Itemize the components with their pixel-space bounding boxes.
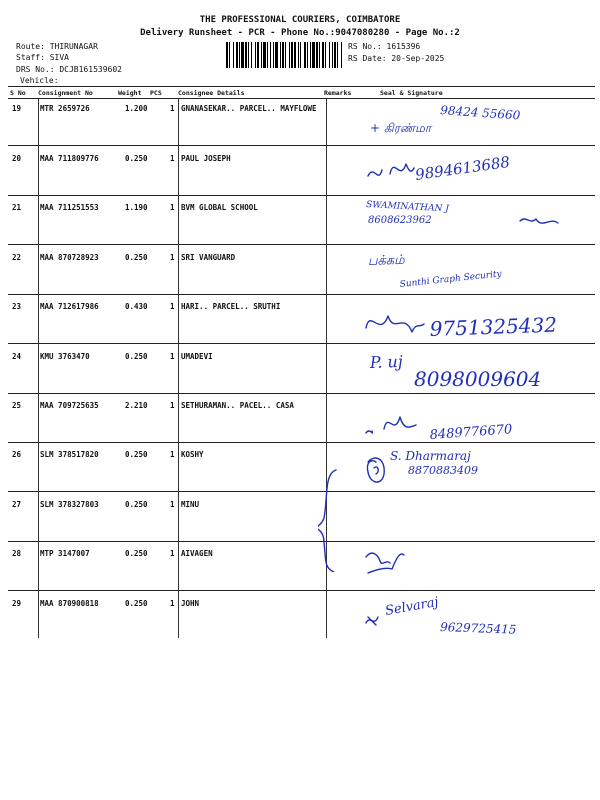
row-separator bbox=[8, 541, 595, 542]
barcode-bar bbox=[280, 42, 281, 68]
row-sno: 22 bbox=[12, 253, 22, 262]
barcode-bar bbox=[289, 42, 290, 68]
handwritten-note: SWAMINATHAN J bbox=[365, 200, 450, 215]
row-pcs: 1 bbox=[170, 401, 175, 410]
barcode-bar bbox=[229, 42, 230, 68]
row-pcs: 1 bbox=[170, 599, 175, 608]
col-details: Consignee Details bbox=[178, 89, 245, 97]
barcode-bar bbox=[310, 42, 311, 68]
row-consignee: JOHN bbox=[181, 599, 200, 608]
barcode-bar bbox=[334, 42, 336, 68]
row-consignee: GNANASEKAR.. PARCEL.. MAYFLOWE bbox=[181, 104, 317, 113]
row-sno: 25 bbox=[12, 401, 22, 410]
row-sno: 27 bbox=[12, 500, 22, 509]
barcode-bar bbox=[226, 42, 228, 68]
barcode-bar bbox=[273, 42, 274, 68]
drs-number: DRS No.: DCJB161539602 bbox=[16, 65, 122, 74]
handwritten-note: 8608623962 bbox=[368, 215, 432, 226]
row-sno: 20 bbox=[12, 154, 22, 163]
staff-label: Staff: SIVA bbox=[16, 53, 69, 62]
handwritten-note: 8098009604 bbox=[414, 367, 542, 391]
barcode-bar bbox=[263, 42, 266, 68]
barcode-bar bbox=[267, 42, 268, 68]
barcode-bar bbox=[255, 42, 256, 68]
row-weight: 0.250 bbox=[125, 599, 148, 608]
barcode-bar bbox=[257, 42, 259, 68]
barcode-bar bbox=[341, 42, 342, 68]
barcode bbox=[226, 42, 344, 68]
row-consignee: PAUL JOSEPH bbox=[181, 154, 231, 163]
handwritten-note: S. Dharmaraj bbox=[390, 449, 471, 463]
col-pcs: PCS bbox=[150, 89, 162, 97]
handwritten-note: 9894613688 bbox=[414, 152, 512, 184]
col-weight: Weight bbox=[118, 89, 142, 97]
row-weight: 1.190 bbox=[125, 203, 148, 212]
row-weight: 2.210 bbox=[125, 401, 148, 410]
row-sno: 29 bbox=[12, 599, 22, 608]
rs-number: RS No.: 1615396 bbox=[348, 42, 421, 51]
barcode-bar bbox=[261, 42, 262, 68]
row-sno: 19 bbox=[12, 104, 22, 113]
signature-scribble bbox=[366, 553, 404, 573]
barcode-bar bbox=[298, 42, 299, 68]
route-label: Route: THIRUNAGAR bbox=[16, 42, 98, 51]
row-consignee: SRI VANGUARD bbox=[181, 253, 236, 262]
row-weight: 1.200 bbox=[125, 104, 148, 113]
handwritten-note: P. uj bbox=[369, 351, 404, 372]
row-consignee: MINU bbox=[181, 500, 200, 509]
barcode-bar bbox=[275, 42, 278, 68]
col-consignment: Consignment No bbox=[38, 89, 93, 97]
row-consignee: AIVAGEN bbox=[181, 549, 213, 558]
row-sno: 26 bbox=[12, 450, 22, 459]
barcode-bar bbox=[239, 42, 240, 68]
handwritten-note: Selvaraj bbox=[384, 594, 440, 619]
signature-scribble bbox=[366, 417, 416, 433]
barcode-bar bbox=[282, 42, 284, 68]
row-consignment: SLM 378327803 bbox=[40, 500, 99, 509]
row-pcs: 1 bbox=[170, 450, 175, 459]
row-consignee: HARI.. PARCEL.. SRUTHI bbox=[181, 302, 281, 311]
row-weight: 0.250 bbox=[125, 253, 148, 262]
col-remarks: Remarks bbox=[324, 89, 352, 97]
row-sno: 23 bbox=[12, 302, 22, 311]
barcode-bar bbox=[245, 42, 247, 68]
row-weight: 0.250 bbox=[125, 450, 148, 459]
row-consignment: MAA 711251553 bbox=[40, 203, 99, 212]
signature-scribble bbox=[366, 316, 424, 332]
barcode-bar bbox=[248, 42, 249, 68]
barcode-bar bbox=[325, 42, 326, 68]
col-seal: Seal & Signature bbox=[380, 89, 443, 97]
barcode-bar bbox=[322, 42, 324, 68]
row-weight: 0.250 bbox=[125, 549, 148, 558]
barcode-bar bbox=[316, 42, 318, 68]
row-consignee: SETHURAMAN.. PACEL.. CASA bbox=[181, 401, 294, 410]
signature-scribble bbox=[366, 617, 378, 625]
handwritten-note: Sunthi Graph Security bbox=[399, 269, 503, 290]
barcode-bar bbox=[236, 42, 238, 68]
barcode-bar bbox=[319, 42, 320, 68]
rule-after-sno bbox=[38, 98, 39, 638]
row-consignment: MTR 2659726 bbox=[40, 104, 90, 113]
handwritten-note: 9629725415 bbox=[439, 620, 517, 637]
barcode-bar bbox=[241, 42, 244, 68]
rule-after-pcs bbox=[178, 98, 179, 638]
barcode-bar bbox=[251, 42, 252, 68]
barcode-bar bbox=[332, 42, 333, 68]
row-consignment: MAA 870728923 bbox=[40, 253, 99, 262]
signature-area bbox=[360, 446, 600, 506]
row-pcs: 1 bbox=[170, 253, 175, 262]
row-sno: 21 bbox=[12, 203, 22, 212]
vehicle-label: Vehicle: bbox=[20, 76, 59, 85]
barcode-bar bbox=[337, 42, 338, 68]
rs-date: RS Date: 20-Sep-2025 bbox=[348, 54, 445, 63]
row-pcs: 1 bbox=[170, 500, 175, 509]
row-sno: 28 bbox=[12, 549, 22, 558]
row-consignee: UMADEVI bbox=[181, 352, 213, 361]
handwritten-note: 8489776670 bbox=[429, 422, 513, 443]
handwritten-note: பக்கம் bbox=[367, 252, 405, 269]
barcode-bar bbox=[304, 42, 306, 68]
bracket-mark bbox=[318, 468, 342, 572]
barcode-bar bbox=[233, 42, 234, 68]
row-weight: 0.250 bbox=[125, 154, 148, 163]
signature-scribble bbox=[368, 164, 414, 176]
handwritten-note: + கிரண்மா bbox=[370, 121, 432, 135]
barcode-bar bbox=[329, 42, 330, 68]
header-bottom-rule bbox=[8, 98, 595, 99]
barcode-bar bbox=[300, 42, 301, 68]
handwritten-note: 98424 55660 bbox=[439, 103, 521, 123]
signature-scribble bbox=[367, 458, 384, 482]
barcode-bar bbox=[312, 42, 315, 68]
row-consignment: SLM 378517820 bbox=[40, 450, 99, 459]
handwritten-note: 8870883409 bbox=[408, 464, 478, 477]
barcode-bar bbox=[294, 42, 296, 68]
company-title: THE PROFESSIONAL COURIERS, COIMBATORE bbox=[199, 15, 401, 25]
barcode-bar bbox=[291, 42, 293, 68]
row-pcs: 1 bbox=[170, 203, 175, 212]
row-consignee: KOSHY bbox=[181, 450, 204, 459]
row-weight: 0.250 bbox=[125, 352, 148, 361]
row-weight: 0.430 bbox=[125, 302, 148, 311]
row-weight: 0.250 bbox=[125, 500, 148, 509]
row-pcs: 1 bbox=[170, 352, 175, 361]
signature-area bbox=[360, 595, 600, 655]
barcode-bar bbox=[270, 42, 271, 68]
row-consignment: MAA 870900818 bbox=[40, 599, 99, 608]
row-pcs: 1 bbox=[170, 104, 175, 113]
row-consignment: MAA 711809776 bbox=[40, 154, 99, 163]
row-consignment: KMU 3763470 bbox=[40, 352, 90, 361]
handwritten-note: 9751325432 bbox=[429, 312, 558, 341]
runsheet-subtitle: Delivery Runsheet - PCR - Phone No.:9047080280 - Page No.:2 bbox=[140, 28, 460, 38]
col-sno: S No bbox=[10, 89, 26, 97]
row-consignee: BVM GLOBAL SCHOOL bbox=[181, 203, 258, 212]
row-pcs: 1 bbox=[170, 549, 175, 558]
barcode-bar bbox=[285, 42, 286, 68]
barcode-bar bbox=[307, 42, 308, 68]
signature-scribble bbox=[520, 219, 558, 223]
row-pcs: 1 bbox=[170, 154, 175, 163]
row-consignment: MAA 709725635 bbox=[40, 401, 99, 410]
header-top-rule bbox=[8, 86, 595, 87]
row-pcs: 1 bbox=[170, 302, 175, 311]
row-consignment: MTP 3147007 bbox=[40, 549, 90, 558]
row-consignment: MAA 712617986 bbox=[40, 302, 99, 311]
row-sno: 24 bbox=[12, 352, 22, 361]
